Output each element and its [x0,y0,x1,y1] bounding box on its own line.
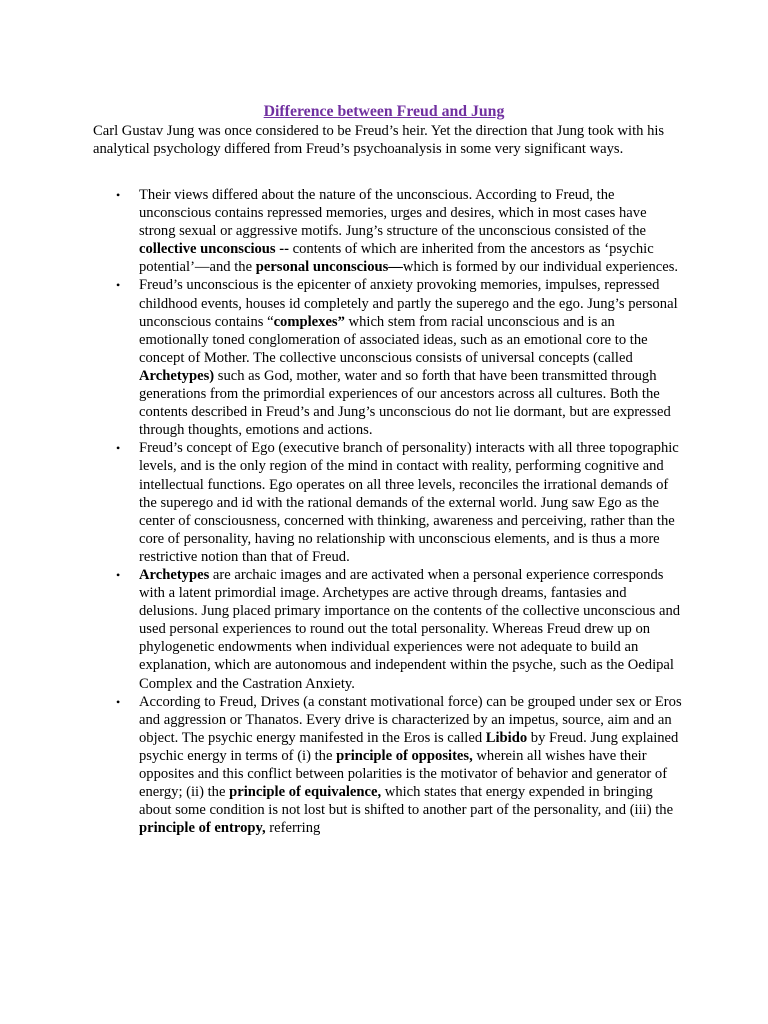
bullet-item [93,439,683,566]
bullet-text: such as God, mother, water and so forth that have been transmitted through generations from the primordial experiences of our ancestors across all cultures. Both the contents described in Freud’s and Jung’s unconscious do not lie dormant, but are expressed through thoughts, emotions and actions. [139,367,671,439]
bullet-text: are archaic images and are activated when a personal experience corresponds with a latent primordial image. Archetypes are active through dreams, fantasies and delusions. Jung placed primary importance on the contents of the collective unconscious and used personal experiences to round out the total personality. Whereas Freud drew up on phylogenetic endowments when individual experiences were not adequate to build an explanation, which are autonomous and independent within the psyche, such as the Oedipal Complex and the Castration Anxiety. [139,566,681,692]
bold-term: personal unconscious— [255,259,403,276]
bullet-item [93,186,683,276]
bold-term: Archetypes [139,566,210,583]
bold-term: principle of opposites, [336,747,473,764]
bold-term: Libido [485,729,528,746]
bullet-text: wherein all wishes have their opposites and this conflict between polarities is the motivator of behavior and generator of energy; (ii) the [139,747,668,801]
bold-term: complexes” [273,313,345,330]
bullet-text: by Freud. Jung explained psychic energy in terms of (i) the [139,729,679,764]
bold-term: principle of entropy, [139,820,266,837]
bullet-text: Freud’s concept of Ego (executive branch of personality) interacts with all three topographic levels, and is the only region of the mind in contact with reality, performing cognitive and intellectual functions. Ego operates on all three levels, reconciles the irrational demands of the superego and id with the rational demands of the external world. Jung saw Ego as the center of consciousness, concerned with thinking, awareness and perceiving, rather than the core of personality, having no relationship with unconscious elements, and is thus a more restrictive notion than that of Freud. [139,440,679,565]
bold-term: collective unconscious -- [139,241,289,258]
bullet-dot-icon: • [116,188,121,202]
bullet-dot-icon: • [116,278,121,293]
bullet-item [93,566,683,693]
bullet-item [93,276,683,439]
bold-term: Archetypes) [139,367,215,384]
bullet-text: Freud’s unconscious is the epicenter of anxiety provoking memories, impulses, repressed childhood events, houses id completely and partly the superego and the ego. Jung’s personal unconscious contains “ [139,277,678,330]
bullet-text: referring [265,820,321,837]
bold-term: principle of equivalence, [229,784,382,801]
intro-paragraph: Carl Gustav Jung was once considered to be Freud’s heir. Yet the direction that Jung took with his analytical psychology differed from Freud’s psychoanalysis in some very significant ways. [93,123,665,158]
bullet-dot-icon: • [116,694,121,709]
bullet-item [93,693,683,838]
bullet-list [93,186,683,837]
bullet-dot-icon: • [116,441,121,456]
bullet-text: contents of which are inherited from the ancestors as ‘psychic potential’—and the [139,241,654,276]
bullet-text: According to Freud, Drives (a constant motivational force) can be grouped under sex or Eros and aggression or Thanatos. Every drive is characterized by an impetus, source, aim and an object. The psychic energy manifested in the Eros is called [139,693,682,746]
bullet-text: which states that energy expended in bringing about some condition is not lost but is shifted to another part of the personality, and (iii) the [139,784,674,819]
bullet-dot-icon: • [116,567,121,582]
bullet-text: Their views differed about the nature of the unconscious. According to Freud, the unconscious contains repressed memories, urges and desires, which in most cases have strong sexual or aggressive motifs. Jung’s structure of the unconscious consisted of the [139,187,647,240]
page-title: Difference between Freud and Jung [263,103,505,120]
bullet-text: which stem from racial unconscious and is an emotionally toned conglomeration of associated ideas, such as an emotional core to the concept of Mother. The collective unconscious consists of universal concepts (called [139,313,648,366]
bullet-text: which is formed by our individual experiences. [402,259,679,276]
